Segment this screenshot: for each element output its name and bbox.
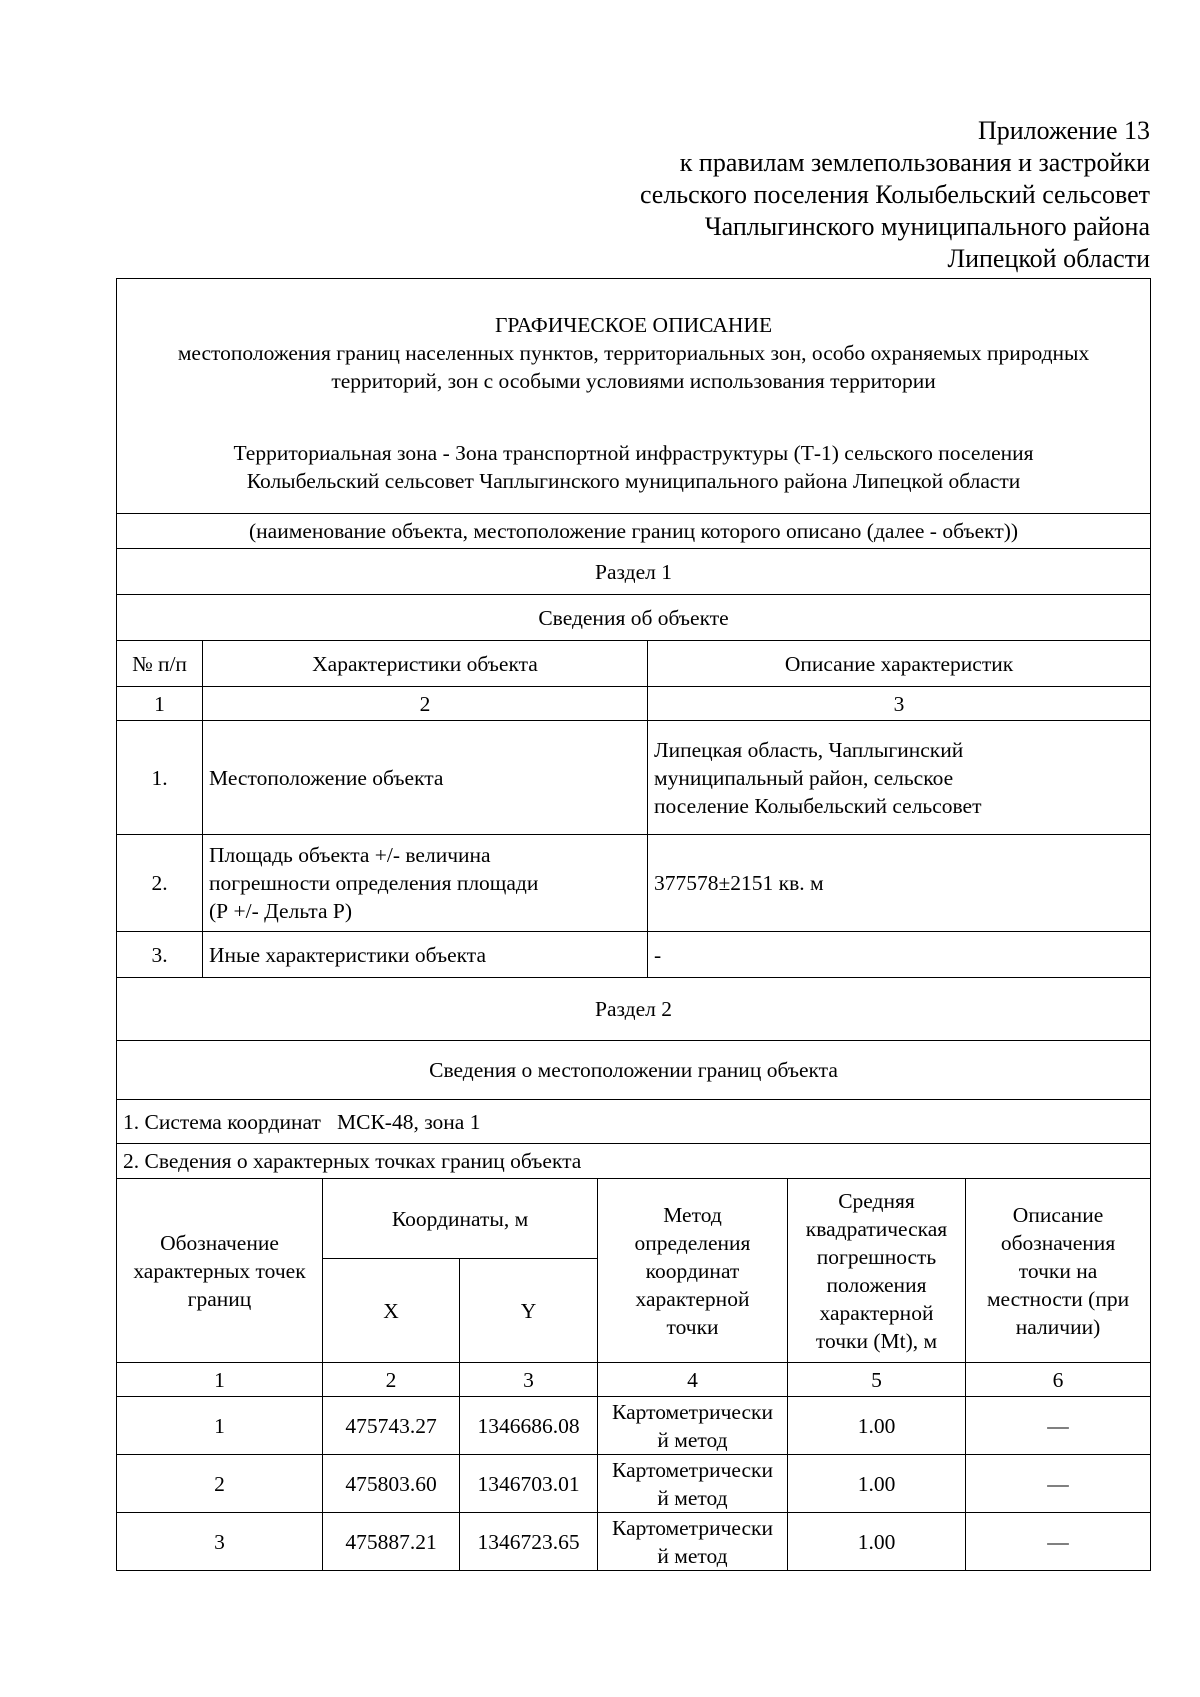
point-mt: 1.00: [788, 1455, 966, 1513]
text-line: положения: [826, 1272, 927, 1297]
characteristic-name: [203, 721, 648, 835]
text-line: точки: [666, 1314, 719, 1339]
text-line: точки на: [1018, 1258, 1098, 1283]
text-line: точки (Mt), м: [815, 1328, 938, 1353]
column-header-x: X: [323, 1259, 460, 1363]
text-line: Картометрически: [612, 1399, 773, 1424]
text-line: определения: [634, 1230, 751, 1255]
object-name: Территориальная зона - Зона транспортной инфраструктуры (Т-1) сельского поселения: [233, 441, 1034, 465]
text-line: 377578±2151 кв. м: [654, 871, 824, 895]
column-header-designation: [117, 1179, 323, 1363]
table-row: [117, 1513, 1151, 1571]
table-row: [117, 721, 1151, 835]
text-line: Липецкая область, Чаплыгинский: [654, 737, 964, 762]
text-line: местности (при: [986, 1286, 1130, 1311]
column-header-description: [966, 1179, 1151, 1363]
characteristic-description: [648, 721, 1151, 835]
row-number: 3.: [117, 932, 203, 978]
column-number: 1: [117, 687, 203, 721]
text-line: Картометрически: [612, 1457, 773, 1482]
text-line: Местоположение объекта: [209, 765, 444, 790]
section1-subtitle: Сведения об объекте: [117, 595, 1151, 641]
text-line: й метод: [657, 1543, 728, 1568]
text-line: наличии): [1015, 1314, 1101, 1339]
document-subtitle: местоположения границ населенных пунктов, территориальных зон, особо охраняемых природных: [177, 341, 1090, 365]
object-caption: (наименование объекта, местоположение границ которого описано (далее - объект)): [117, 514, 1151, 549]
text-line: Площадь объекта +/- величина: [209, 843, 491, 867]
column-header-coordinates: Координаты, м: [323, 1179, 598, 1259]
text-line: погрешность: [816, 1244, 937, 1269]
text-line: муниципальный район, сельское: [654, 765, 954, 790]
section2-subtitle: Сведения о местоположении границ объекта: [117, 1041, 1151, 1100]
column-header: № п/п: [117, 641, 203, 687]
point-id: 1: [117, 1397, 323, 1455]
text-line: -: [654, 942, 662, 967]
text-line: Картометрически: [612, 1515, 773, 1540]
appendix-line: к правилам землепользования и застройки: [679, 148, 1150, 177]
point-y: 1346723.65: [460, 1513, 598, 1571]
appendix-line: сельского поселения Колыбельский сельсовет: [639, 180, 1150, 209]
coordinate-system: 1. Система координат МСК-48, зона 1: [117, 1100, 1151, 1144]
text-line: характерной: [819, 1300, 934, 1325]
characteristic-name: [203, 932, 648, 978]
document-title: ГРАФИЧЕСКОЕ ОПИСАНИЕ: [494, 313, 773, 337]
column-header: Характеристики объекта: [203, 641, 648, 687]
spacer: [123, 395, 1144, 439]
column-header-y: Y: [460, 1259, 598, 1363]
column-number: 3: [648, 687, 1151, 721]
characteristic-description: [648, 932, 1151, 978]
point-x: 475803.60: [323, 1455, 460, 1513]
text-line: Метод: [663, 1202, 722, 1227]
document-header: [117, 279, 1151, 514]
characteristic-name: [203, 835, 648, 932]
text-line: характерной: [635, 1286, 750, 1311]
document-subtitle: территорий, зон с особыми условиями использования территории: [331, 369, 936, 393]
section1-title: Раздел 1: [117, 549, 1151, 595]
point-description: —: [966, 1455, 1151, 1513]
text-line: поселение Колыбельский сельсовет: [654, 793, 982, 818]
text-line: границ: [187, 1286, 252, 1311]
text-line: обозначения: [1000, 1230, 1116, 1255]
point-mt: 1.00: [788, 1397, 966, 1455]
column-number: 1: [117, 1363, 323, 1397]
text-line: квадратическая: [805, 1216, 948, 1241]
column-header: Описание характеристик: [648, 641, 1151, 687]
column-number: 4: [598, 1363, 788, 1397]
point-y: 1346703.01: [460, 1455, 598, 1513]
column-header-error: [788, 1179, 966, 1363]
text-line: (Р +/- Дельта Р): [209, 899, 353, 923]
point-method: [598, 1455, 788, 1513]
point-method: [598, 1397, 788, 1455]
text-line: характерных точек: [133, 1258, 306, 1283]
point-id: 3: [117, 1513, 323, 1571]
table-row: [117, 932, 1151, 978]
appendix-note: [640, 115, 1150, 275]
row-number: 1.: [117, 721, 203, 835]
appendix-line: Чаплыгинского муниципального района: [704, 212, 1150, 241]
point-description: —: [966, 1513, 1151, 1571]
text-line: й метод: [657, 1485, 728, 1510]
point-mt: 1.00: [788, 1513, 966, 1571]
characteristic-description: [648, 835, 1151, 932]
text-line: погрешности определения площади: [209, 871, 539, 895]
text-line: Описание: [1012, 1202, 1104, 1227]
column-number: 5: [788, 1363, 966, 1397]
text-line: Средняя: [838, 1188, 915, 1213]
text-line: й метод: [657, 1427, 728, 1452]
text-line: Иные характеристики объекта: [209, 942, 487, 967]
table-row: [117, 1455, 1151, 1513]
object-name: Колыбельский сельсовет Чаплыгинского муниципального района Липецкой области: [246, 469, 1021, 493]
column-number: 3: [460, 1363, 598, 1397]
column-number: 2: [323, 1363, 460, 1397]
point-description: —: [966, 1397, 1151, 1455]
graphic-description-table: [116, 278, 1151, 1571]
table-row: [117, 1397, 1151, 1455]
points-caption: 2. Сведения о характерных точках границ объекта: [117, 1144, 1151, 1179]
column-number: 6: [966, 1363, 1151, 1397]
text-line: координат: [645, 1258, 740, 1283]
text-line: Обозначение: [160, 1230, 279, 1255]
column-number: 2: [203, 687, 648, 721]
row-number: 2.: [117, 835, 203, 932]
section2-title: Раздел 2: [117, 978, 1151, 1041]
point-x: 475887.21: [323, 1513, 460, 1571]
point-x: 475743.27: [323, 1397, 460, 1455]
column-header-method: [598, 1179, 788, 1363]
table-row: [117, 835, 1151, 932]
point-method: [598, 1513, 788, 1571]
appendix-line: Липецкой области: [947, 244, 1150, 273]
point-y: 1346686.08: [460, 1397, 598, 1455]
point-id: 2: [117, 1455, 323, 1513]
appendix-line: Приложение 13: [977, 116, 1150, 145]
